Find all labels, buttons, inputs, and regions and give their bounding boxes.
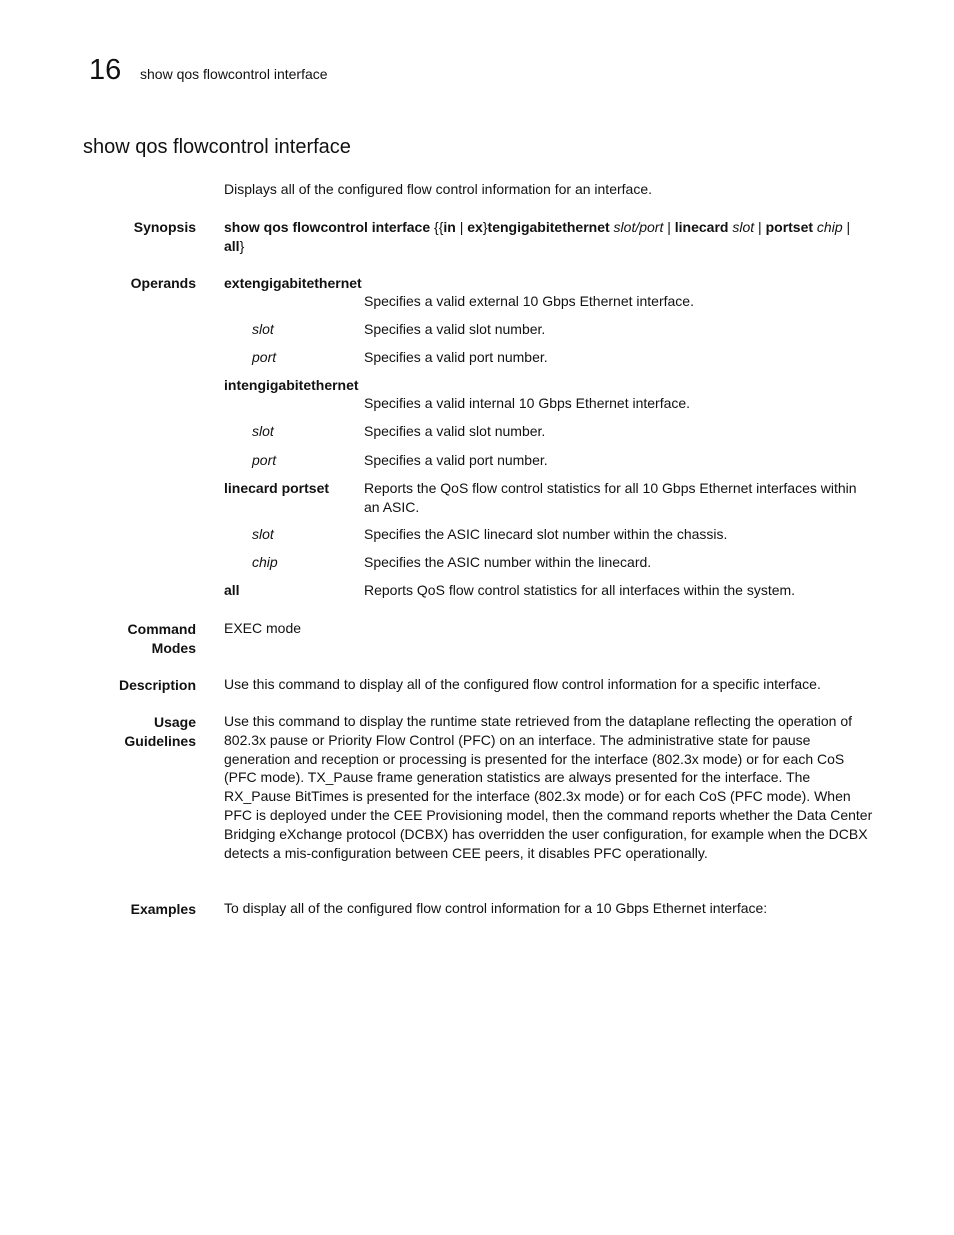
examples-text: To display all of the configured flow control information for a 10 Gbps Ethernet interface: — [224, 900, 768, 916]
operand-description: Specifies a valid port number. — [364, 349, 548, 365]
description-label: Description — [118, 677, 196, 693]
operand-port: port — [252, 452, 277, 468]
usage-guidelines-label: Usage Guidelines — [124, 714, 196, 749]
chapter-number: 16 — [89, 54, 122, 86]
operand-description: Specifies a valid internal 10 Gbps Ethernet interface. — [364, 395, 691, 411]
chapter-title: show qos flowcontrol interface — [140, 66, 328, 82]
operand-slot: slot — [252, 321, 274, 337]
operand-description: Specifies a valid port number. — [364, 452, 548, 468]
examples-label: Examples — [130, 901, 196, 917]
operand-description: Specifies the ASIC number within the linecard. — [364, 554, 652, 570]
operands-label: Operands — [130, 275, 196, 291]
operand-description: Reports the QoS flow control statistics for all 10 Gbps Ethernet interfaces within an ASIC. — [364, 480, 857, 515]
operand-extengigabitethernet: extengigabitethernet — [224, 275, 362, 291]
operand-description: Specifies a valid slot number. — [364, 423, 546, 439]
intro-text: Displays all of the configured flow control information for an interface. — [224, 181, 652, 197]
operand-port: port — [252, 349, 277, 365]
operand-slot: slot — [252, 526, 274, 542]
operand-intengigabitethernet: intengigabitethernet — [224, 377, 359, 393]
operand-linecard-portset: linecard portset — [224, 480, 330, 496]
operand-chip: chip — [252, 554, 278, 570]
operand-description: Reports QoS flow control statistics for all interfaces within the system. — [364, 582, 796, 598]
usage-guidelines-text: Use this command to display the runtime state retrieved from the dataplane reflecting the operation of 802.3x pause or Priority Flow Control (PFC) on an interface. The administrative state for pause generation and reception or processing is presented for the interface (802.3x mode) or for each CoS (PFC mode). TX_Pause frame generation statistics are always presented for the interface. The RX_Pause BitTimes is presented for the interface (802.3x mode) or for each CoS (PFC mode). When PFC is deployed under the CEE Provisioning model, then the command reports whether the Data Center Bridging eXchange protocol (DCBX) has overridden the user configuration, for example when the DCBX detects a mis-configuration between CEE peers, it disables PFC operationally. — [224, 713, 873, 861]
operand-slot: slot — [252, 423, 274, 439]
operand-description: Specifies a valid external 10 Gbps Ethernet interface. — [364, 293, 694, 309]
command-modes-label: Command Modes — [127, 621, 196, 656]
operand-description: Specifies a valid slot number. — [364, 321, 546, 337]
section-title: show qos flowcontrol interface — [83, 136, 351, 158]
operand-description: Specifies the ASIC linecard slot number within the chassis. — [364, 526, 728, 542]
synopsis-text: show qos flowcontrol interface {{in | ex}tengigabitethernet slot/port | linecard slot | portset chip | all} — [224, 219, 851, 254]
command-modes-text: EXEC mode — [224, 620, 302, 636]
description-text: Use this command to display all of the configured flow control information for a specific interface. — [224, 676, 821, 692]
synopsis-label: Synopsis — [133, 219, 196, 235]
operand-all: all — [224, 582, 240, 598]
